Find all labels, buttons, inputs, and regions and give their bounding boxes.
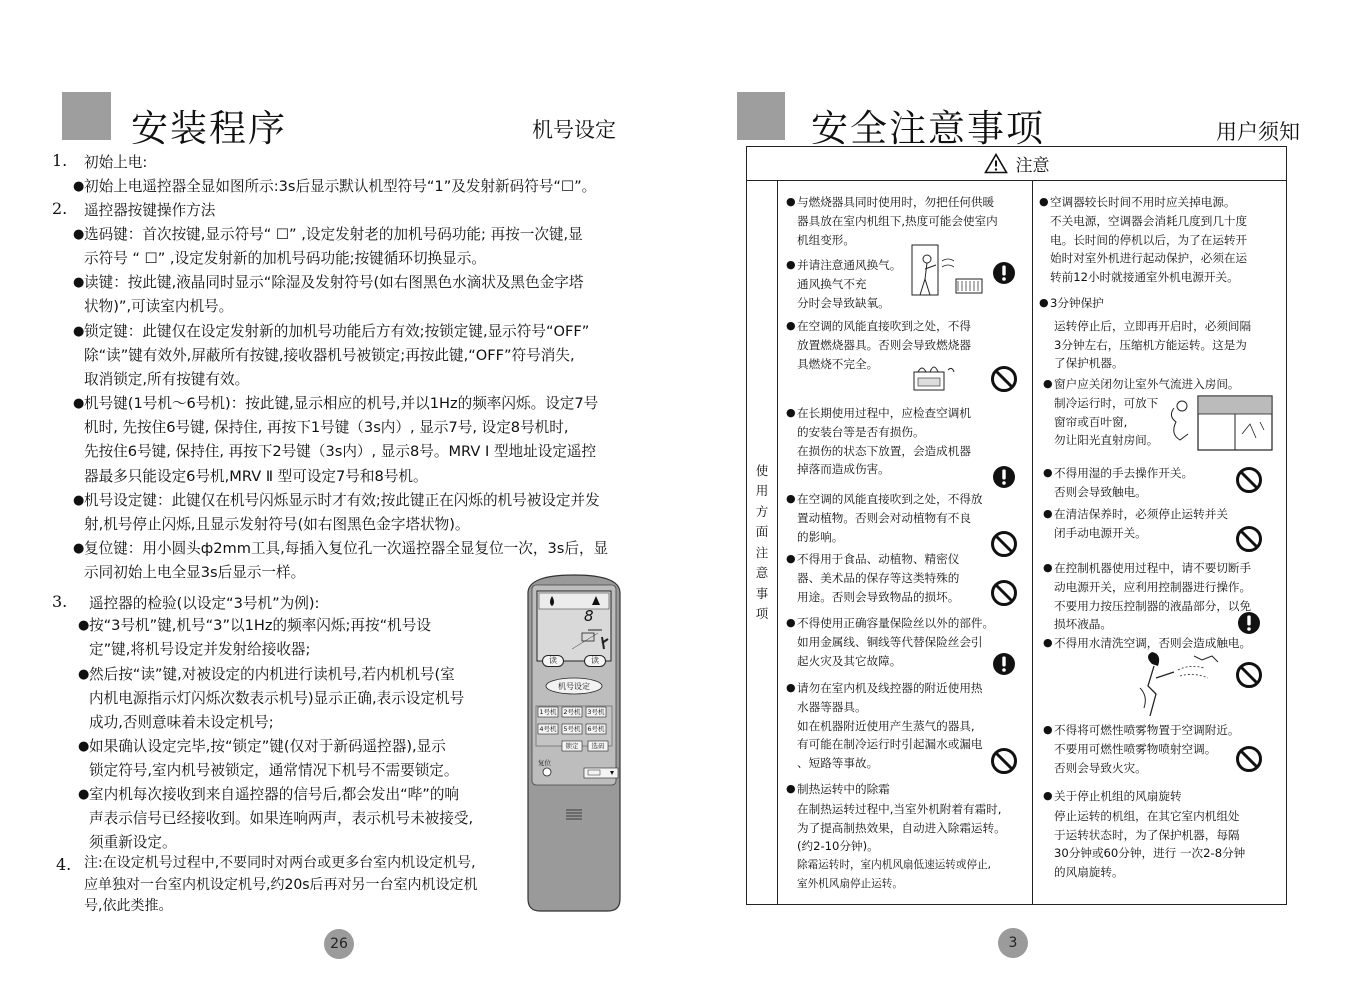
section-heading: 遥控器按键操作方法 bbox=[84, 202, 216, 219]
bullet-item: ● 初始上电遥控器全显如图所示:3s后显示默认机型符号“1”及发射新码符号“☐”。 bbox=[84, 175, 654, 199]
bullet-line: 器最多只能设定6号机,MRV Ⅱ 型可设定7号和8号机。 bbox=[84, 467, 428, 485]
mandatory-icon bbox=[1237, 611, 1261, 635]
caution-header bbox=[747, 147, 1286, 181]
caution-item: ● 3分钟保护 运转停止后，立即再开启时，必须间隔 3分钟左右，压缩机方能运转。这是为 了保护机器。 bbox=[1039, 296, 1252, 371]
section-number: 3. bbox=[52, 592, 68, 611]
bullet-item: ● 如果确认设定完毕,按“锁定”键(仅对于新码遥控器),显示 锁定符号,室内机号被锁定，通常情况下机号不需要锁定。 bbox=[89, 735, 514, 783]
bullet-line: 室内机每次接收到来自遥控器的信号后,都会发出“哔”的响 bbox=[89, 786, 460, 803]
bullet-line: 机时, 先按住6号键, 保持住, 再按下1号键（3s内）, 显示7号, 设定8号机时, bbox=[84, 419, 569, 437]
number-key-5[interactable]: 5号机 bbox=[563, 725, 581, 733]
caution-item: ● 不得使用正确容量保险丝以外的部件。 如用金属线、铜线等代替保险丝会引 起火灾及其它故障。 bbox=[786, 616, 995, 668]
window-blind-illustration bbox=[1166, 394, 1276, 454]
caution-item: ● 制热运转中的除霜 在制热运转过程中,当室外机附着有霜时, 为了提高制热效果，自动进入除霜运转。 (约2-10分钟)。 除霜运转时，室内机风扇低速运转或停止, 室外机风扇停止运转。 bbox=[786, 782, 1006, 890]
prohibition-icon bbox=[1235, 745, 1263, 773]
bullet-line: 初始上电遥控器全显如图所示:3s后显示默认机型符号“1”及发射新码符号“☐”。 bbox=[84, 178, 597, 195]
mandatory-icon bbox=[992, 465, 1016, 489]
note-block bbox=[84, 853, 514, 918]
bullet-line: 状物)”,可读室内机号。 bbox=[84, 298, 234, 316]
bullet-line: 声表示信号已经接收到。如果连响两声，表示机号未被接受, bbox=[89, 810, 474, 828]
column-divider bbox=[1032, 181, 1033, 904]
bullet-item: ● 然后按“读”键,对被设定的内机进行读机号,若内机机号(室 内机电源指示灯闪烁次数表示机号)显示正确,表示设定机号 成功,否则意味着未设定机号; bbox=[89, 663, 514, 736]
bullet-line: 读键：按此键,液晶同时显示“除湿及发射符号(如右图黑色水滴状及黑色金字塔 bbox=[84, 274, 584, 291]
bullet-line: 机号设定键：此键仅在机号闪烁显示时才有效;按此键正在闪烁的机号被设定并发 bbox=[84, 492, 600, 509]
number-key-4[interactable]: 4号机 bbox=[539, 725, 557, 733]
lock-key[interactable]: 锁定 bbox=[565, 742, 579, 750]
bullet-item: ● 锁定键：此键仅在设定发射新的加机号功能后方有效;按锁定键,显示符号“OFF” 除“读”键有效外,屏蔽所有按键,接收器机号被锁定;再按此键,“OFF”符号消失, 取消锁定,所有按键有效。 bbox=[84, 320, 654, 393]
bullet-line: 示同初始上电全显3s后显示一样。 bbox=[84, 564, 306, 582]
number-key-2[interactable]: 2号机 bbox=[563, 708, 581, 716]
right-header-block bbox=[737, 92, 785, 140]
bullet-item: ● 室内机每次接收到来自遥控器的信号后,都会发出“哔”的响 声表示信号已经接收到。如果连响两声，表示机号未被接受, 须重新设定。 bbox=[89, 783, 514, 856]
caution-item: ● 在控制机器使用过程中，请不要切断手 动电源开关，应利用控制器进行操作。 不要用力按压控制器的液晶部分，以免 损坏液晶。 bbox=[1043, 561, 1252, 632]
bullet-line: 内机电源指示灯闪烁次数表示机号)显示正确,表示设定机号 bbox=[89, 690, 465, 708]
caution-item: ● 不得用湿的手去操作开关。 否则会导致触电。 bbox=[1043, 466, 1194, 499]
caution-item: ● 不得用水清洗空调，否则会造成触电。 bbox=[1043, 636, 1252, 650]
bullet-line: 示符号 “ ☐” ,设定发射新的加机号码功能;按键循环切换显示。 bbox=[84, 250, 486, 268]
mandatory-icon bbox=[992, 261, 1016, 285]
bullet-line: 如果确认设定完毕,按“锁定”键(仅对于新码遥控器),显示 bbox=[89, 738, 446, 755]
page-title: 安装程序 bbox=[131, 107, 287, 150]
caution-item: ● 在空调的风能直接吹到之处，不得 放置燃烧器具。否则会导致燃烧器 具燃烧不完全。 bbox=[786, 319, 971, 371]
bullet-item: ● 复位键：用小圆头ф2mm工具,每插入复位孔一次遥控器全显复位一次，3s后，显 示同初始上电全显3s后显示一样。 bbox=[84, 537, 654, 585]
caution-item: ● 窗户应关闭勿让室外气流进入房间。 制冷运行时，可放下 窗帘或百叶窗, 勿让阳光直射房间。 bbox=[1043, 377, 1240, 448]
warning-triangle-icon bbox=[984, 153, 1008, 174]
remote-control-illustration bbox=[524, 573, 624, 913]
section-number: 2. bbox=[52, 199, 68, 218]
section-heading: 遥控器的检验(以设定“3号机”为例): bbox=[89, 595, 320, 612]
bullet-line: 除“读”键有效外,屏蔽所有按键,接收器机号被锁定;再按此键,“OFF”符号消失, bbox=[84, 347, 575, 365]
caution-label: 注意 bbox=[1015, 156, 1050, 176]
page-number: 3 bbox=[998, 928, 1028, 958]
caution-item: ● 在清洁保养时，必须停止运转并关 闭手动电源开关。 bbox=[1043, 507, 1228, 540]
bullet-line: 锁定符号,室内机号被锁定，通常情况下机号不需要锁定。 bbox=[89, 762, 459, 780]
set-number-button[interactable]: 机号设定 bbox=[558, 682, 590, 691]
note-line: 注:在设定机号过程中,不要同时对两台或更多台室内机设定机号, bbox=[84, 855, 476, 871]
bullet-item: ● 读键：按此键,液晶同时显示“除湿及发射符号(如右图黑色水滴状及黑色金字塔 状物)”,可读室内机号。 bbox=[84, 271, 654, 319]
prohibition-icon bbox=[990, 579, 1018, 607]
bullet-line: 定”键,将机号设定并发射给接收器; bbox=[89, 641, 311, 659]
mandatory-icon bbox=[992, 652, 1016, 676]
bullet-line: 选码键：首次按键,显示符号“ ☐” ,设定发射老的加机号码功能; 再按一次键,显 bbox=[84, 226, 583, 243]
page-subtitle: 机号设定 bbox=[532, 118, 616, 142]
bullet-line: 须重新设定。 bbox=[89, 834, 177, 852]
select-code-key[interactable]: 选码 bbox=[591, 742, 605, 750]
bullet-item: ● 按“3号机”键,机号“3”以1Hz的频率闪烁;再按“机号设 定”键,将机号设定并发射给接收器; bbox=[89, 614, 514, 662]
ventilation-illustration bbox=[910, 243, 986, 299]
spray-illustration bbox=[1134, 650, 1224, 718]
lcd-digit: 8 bbox=[584, 607, 594, 625]
note-line: 应单独对一台室内机设定机号,约20s后再对另一台室内机设定机 bbox=[84, 876, 478, 893]
prohibition-icon bbox=[990, 530, 1018, 558]
bullet-item: ● 机号键(1号机～6号机)：按此键,显示相应的机号,并以1Hz的频率闪烁。设定7号 机时, 先按住6号键, 保持住, 再按下1号键（3s内）, 显示7号, 设定8号机时, 先按住6号键, 保持住, 再按下2号键（3s内）, 显示8号。MRV Ⅰ 型地址设定遥控 器最多只能设定6号机,MRV Ⅱ 型可设定7号和8号机。 bbox=[84, 392, 654, 489]
read-button[interactable]: 读 bbox=[542, 655, 564, 667]
bullet-line: 取消锁定,所有按键有效。 bbox=[84, 371, 250, 389]
note-line: 号,依此类推。 bbox=[84, 898, 173, 914]
section-heading: 初始上电: bbox=[84, 154, 148, 171]
prohibition-icon bbox=[990, 365, 1018, 393]
bullet-item: ● 机号设定键：此键仅在机号闪烁显示时才有效;按此键正在闪烁的机号被设定并发 射,机号停止闪烁,且显示发射符号(如右图黑色金字塔状物)。 bbox=[84, 489, 654, 537]
prohibition-icon bbox=[1235, 466, 1263, 494]
caution-item: ● 不得将可燃性喷雾物置于空调附近。 不要用可燃性喷雾物喷射空调。 否则会导致火灾。 bbox=[1043, 723, 1240, 775]
section-number: 4. bbox=[56, 855, 72, 874]
caution-item: ● 请勿在室内机及线控器的附近使用热 水器等器具。 如在机器附近使用产生蒸气的器具, 有可能在制冷运行时引起漏水或漏电 、短路等事故。 bbox=[786, 681, 983, 771]
caution-item: ● 关于停止机组的风扇旋转 停止运转的机组，在其它室内机组处 于运转状态时，为了保护机器，每隔 30分钟或60分钟，进行 一次2-8分钟 的风扇旋转。 bbox=[1043, 789, 1246, 880]
caution-item: ● 在长期使用过程中，应检查空调机 的安装台等是否有损伤。 在损伤的状态下放置，会造成机器 掉落而造成伤害。 bbox=[786, 406, 971, 477]
caution-item: ● 在空调的风能直接吹到之处，不得放 置动植物。否则会对动植物有不良 的影响。 bbox=[786, 492, 983, 544]
column-divider bbox=[777, 181, 778, 904]
prohibition-icon bbox=[1235, 525, 1263, 553]
section-number: 1. bbox=[52, 151, 68, 170]
page-number: 26 bbox=[324, 929, 354, 959]
caution-item: ● 并请注意通风换气。 通风换气不充 分时会导致缺氧。 bbox=[786, 258, 902, 310]
reset-label: 复位 bbox=[538, 759, 551, 767]
bullet-line: 复位键：用小圆头ф2mm工具,每插入复位孔一次遥控器全显复位一次，3s后，显 bbox=[84, 540, 609, 557]
bullet-line: 射,机号停止闪烁,且显示发射符号(如右图黑色金字塔状物)。 bbox=[84, 516, 470, 534]
page-title: 安全注意事项 bbox=[811, 107, 1045, 150]
prohibition-icon bbox=[990, 747, 1018, 775]
caution-item: ● 空调器较长时间不用时应关掉电源。 不关电源，空调器会消耗几度到几十度 电。长时间的停机以后，为了在运转开 始时对室外机进行起动保护，必须在运 转前12小时就接通室外机电源开关。 bbox=[1039, 195, 1248, 285]
page-subtitle: 用户须知 bbox=[1216, 120, 1300, 144]
number-key-3[interactable]: 3号机 bbox=[587, 708, 605, 716]
number-key-6[interactable]: 6号机 bbox=[587, 725, 605, 733]
left-header-block bbox=[62, 92, 111, 140]
bullet-line: 机号键(1号机～6号机)：按此键,显示相应的机号,并以1Hz的频率闪烁。设定7号 bbox=[84, 395, 599, 412]
bullet-line: 然后按“读”键,对被设定的内机进行读机号,若内机机号(室 bbox=[89, 666, 455, 683]
side-label: 使用方面注意事项 bbox=[755, 462, 769, 621]
caution-item: ● 与燃烧器具同时使用时，勿把任何供暖 器具放在室内机组下,热度可能会使室内 机组变形。 bbox=[786, 195, 998, 247]
prohibition-icon bbox=[1235, 661, 1263, 689]
bullet-line: 先按住6号键, 保持住, 再按下2号键（3s内）, 显示8号。MRV Ⅰ 型地址设定遥控 bbox=[84, 443, 597, 461]
read-button[interactable]: 读 bbox=[584, 655, 606, 667]
bullet-line: 成功,否则意味着未设定机号; bbox=[89, 714, 274, 732]
caution-item: ● 不得用于食品、动植物、精密仪 器、美术品的保存等这类特殊的 用途。否则会导致物品的损坏。 bbox=[786, 552, 960, 604]
bullet-line: 按“3号机”键,机号“3”以1Hz的频率闪烁;再按“机号设 bbox=[89, 617, 431, 634]
number-key-1[interactable]: 1号机 bbox=[539, 708, 557, 716]
bullet-line: 锁定键：此键仅在设定发射新的加机号功能后方有效;按锁定键,显示符号“OFF” bbox=[84, 323, 590, 340]
heater-illustration bbox=[908, 360, 958, 394]
bullet-item: ● 选码键：首次按键,显示符号“ ☐” ,设定发射老的加机号码功能; 再按一次键,显 示符号 “ ☐” ,设定发射新的加机号码功能;按键循环切换显示。 bbox=[84, 223, 654, 271]
